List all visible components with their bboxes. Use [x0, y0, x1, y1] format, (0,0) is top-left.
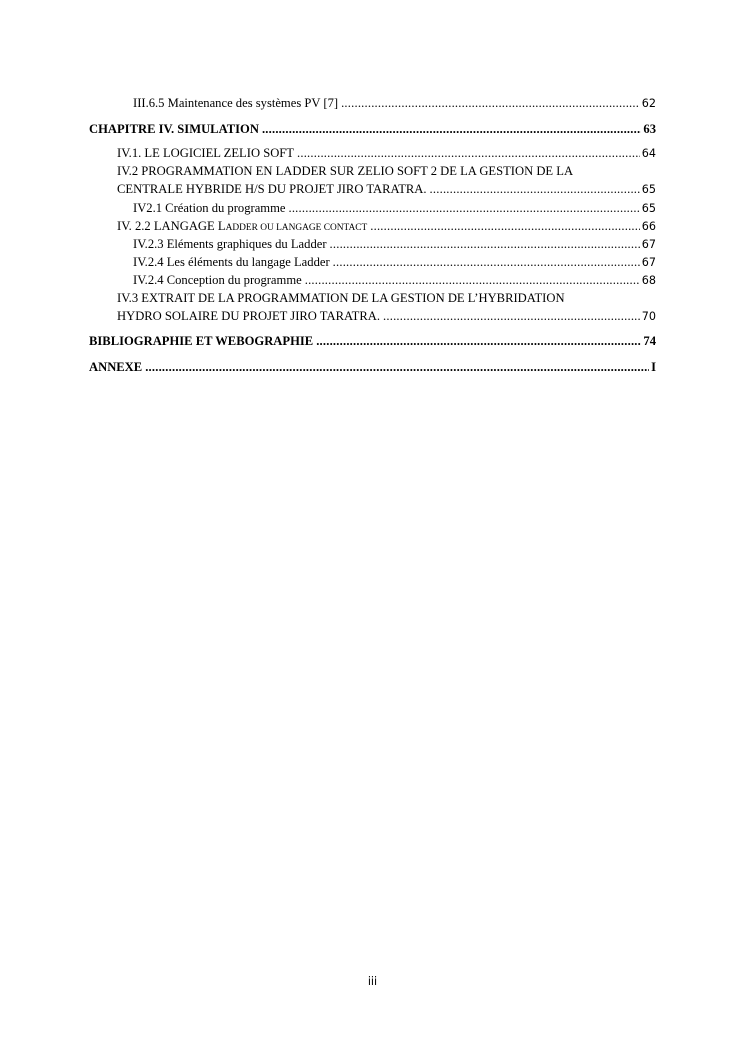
dot-leader [333, 254, 640, 270]
toc-page-number: 62 [641, 97, 656, 110]
toc-entry-label: IV.2.4 Conception du programme [133, 273, 302, 287]
toc-entry-extrait-programmation[interactable] [117, 308, 656, 325]
toc-chapter-simulation[interactable] [89, 121, 656, 137]
toc-entry-zelio-soft[interactable] [117, 145, 656, 162]
toc-entry-label: BIBLIOGRAPHIE ET WEBOGRAPHIE [89, 334, 314, 348]
toc-page-number: 74 [643, 334, 656, 348]
toc-page-number: 63 [643, 122, 656, 136]
toc-entry-label: IV.1. LE LOGICIEL ZELIO SOFT [117, 146, 294, 160]
toc-page-number: 65 [641, 202, 656, 215]
toc-entry-conception-programme[interactable] [133, 272, 656, 289]
toc-entry-extrait-programmation-line1[interactable]: IV.3 EXTRAIT DE LA PROGRAMMATION DE LA GESTION DE L’HYBRIDATION [117, 291, 565, 305]
dot-leader [297, 145, 640, 161]
toc-page-number: 68 [641, 274, 656, 287]
toc-entry-creation-programme[interactable] [133, 200, 656, 217]
toc-entry-label: HYDRO SOLAIRE DU PROJET JIRO TARATRA. [117, 309, 381, 323]
toc-entry-elements-graphiques[interactable] [133, 236, 656, 253]
toc-entry-label: IV.2.3 Eléments graphiques du Ladder [133, 237, 327, 251]
toc-entry-label: IV2.1 Création du programme [133, 201, 286, 215]
toc-entry-langage-ladder[interactable] [117, 218, 656, 236]
toc-page-number: 67 [641, 238, 656, 251]
dot-leader [316, 333, 641, 349]
dot-leader [330, 236, 640, 252]
page-footer-number: iii [367, 975, 378, 988]
toc-page-number: 65 [641, 183, 656, 196]
toc-entry-label: III.6.5 Maintenance des systèmes PV [7] [133, 96, 339, 110]
toc-chapter-bibliographie[interactable] [89, 333, 656, 349]
toc-page-number: 66 [641, 220, 656, 233]
toc-page-number: I [651, 360, 656, 374]
toc-entry-elements-langage[interactable] [133, 254, 656, 271]
toc-entry-programmation-ladder-line1[interactable]: IV.2 PROGRAMMATION EN LADDER SUR ZELIO SOFT 2 DE LA GESTION DE LA [117, 164, 574, 178]
dot-leader [288, 200, 639, 216]
toc-entry-programmation-ladder[interactable] [117, 181, 656, 198]
toc-entry-label: IV.2.4 Les éléments du langage Ladder [133, 255, 330, 269]
toc-entry-label: CENTRALE HYBRIDE H/S DU PROJET JIRO TARATRA. [117, 182, 427, 196]
toc-entry-maintenance-pv[interactable] [133, 95, 656, 112]
toc-entry-label: CHAPITRE IV. SIMULATION [89, 122, 259, 136]
dot-leader [145, 359, 649, 375]
toc-entry-label: ANNEXE [89, 360, 143, 374]
dot-leader [305, 272, 640, 288]
dot-leader [430, 181, 640, 197]
toc-entry-label [117, 218, 367, 236]
dot-leader [370, 218, 640, 234]
toc-entry-label-prefix: IV. 2.2 LANGAGE L [117, 219, 226, 233]
toc-page-number: 67 [641, 256, 656, 269]
toc-page-number: 64 [641, 147, 656, 160]
toc-entry-label-small-caps: ADDER OU LANGAGE CONTACT [225, 223, 368, 233]
dot-leader [341, 95, 640, 111]
dot-leader [383, 308, 640, 324]
toc-chapter-annexe[interactable] [89, 359, 656, 375]
toc-page-number: 70 [641, 310, 656, 323]
dot-leader [262, 121, 641, 137]
